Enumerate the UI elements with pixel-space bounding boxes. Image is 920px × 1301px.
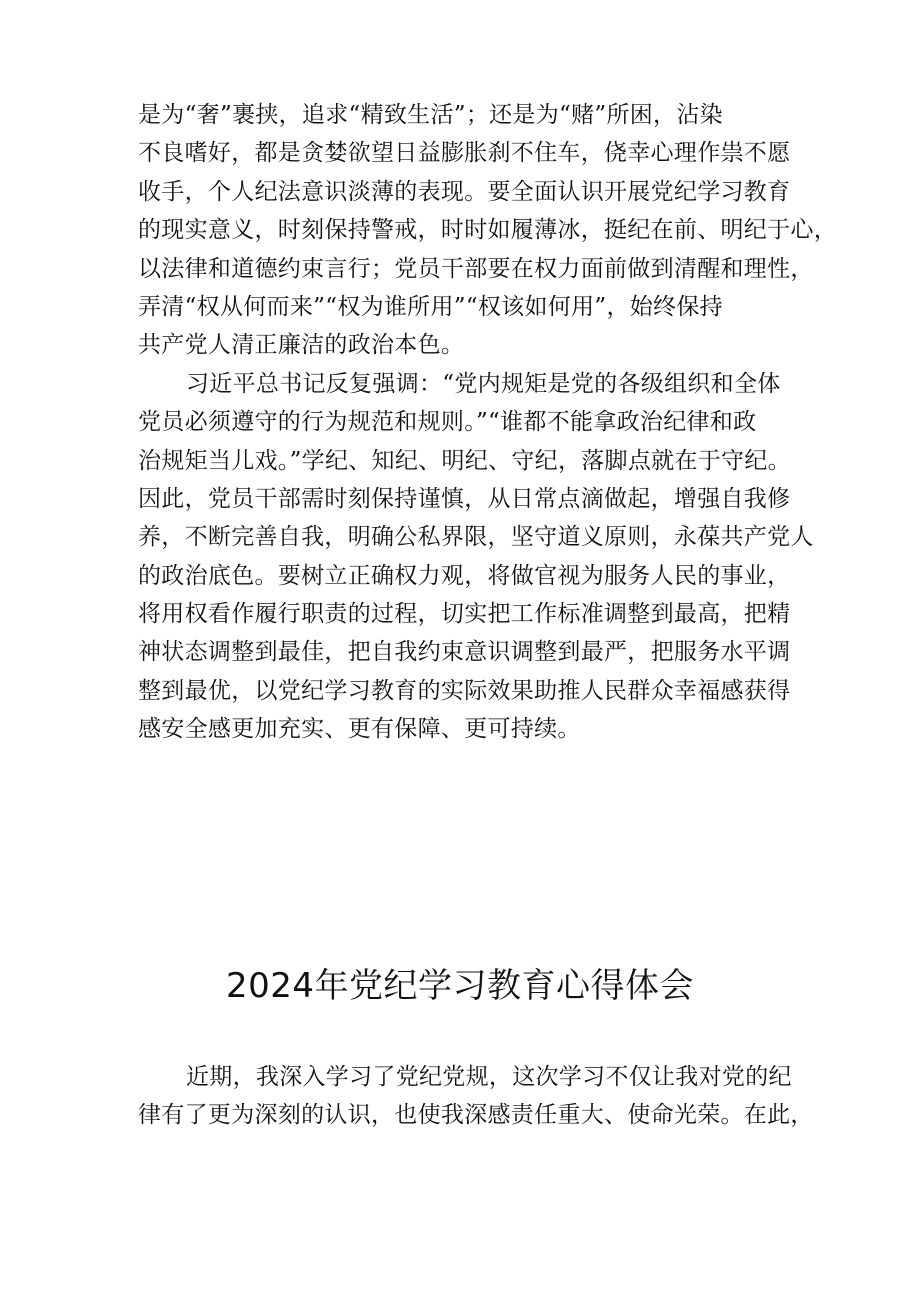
text-line: 感安全感更加充实、更有保障、更可持续。 bbox=[138, 716, 581, 743]
section-1-body bbox=[138, 96, 837, 749]
text-line: 因此，党员干部需时刻保持谨慎，从日常点滴做起，增强自我修 bbox=[138, 485, 791, 512]
section-2-body bbox=[138, 1058, 814, 1135]
text-line: 养，不断完善自我，明确公私界限，坚守道义原则，永葆共产党人 bbox=[138, 524, 814, 551]
text-line: 共产党人清正廉洁的政治本色。 bbox=[138, 332, 465, 359]
text-line: 神状态调整到最佳，把自我约束意识调整到最严，把服务水平调 bbox=[138, 639, 791, 666]
text-line: 治规矩当儿戏。”学纪、知纪、明纪、守纪，落脚点就在于守纪。 bbox=[138, 447, 791, 474]
text-line: 整到最优，以党纪学习教育的实际效果助推人民群众幸福感获得 bbox=[138, 677, 791, 704]
text-line: 的政治底色。要树立正确权力观，将做官视为服务人民的事业， bbox=[138, 562, 791, 589]
paragraph-2 bbox=[138, 365, 814, 749]
text-line: 以法律和道德约束言行；党员干部要在权力面前做到清醒和理性， bbox=[138, 255, 814, 282]
text-line: 不良嗜好，都是贪婪欲望日益膨胀刹不住车，侥幸心理作祟不愿 bbox=[138, 140, 791, 167]
paragraph-1 bbox=[138, 96, 837, 365]
text-line: 收手，个人纪法意识淡薄的表现。要全面认识开展党纪学习教育 bbox=[138, 178, 791, 205]
text-line: 将用权看作履行职责的过程，切实把工作标准调整到最高，把精 bbox=[138, 601, 791, 628]
text-line: 弄清“权从何而来”“权为谁所用”“权该如何用”，始终保持 bbox=[138, 293, 723, 320]
text-line: 习近平总书记反复强调：“党内规矩是党的各级组织和全体 bbox=[186, 370, 781, 397]
paragraph-3 bbox=[138, 1058, 814, 1135]
text-line: 党员必须遵守的行为规范和规则。”“谁都不能拿政治纪律和政 bbox=[138, 409, 757, 436]
document-title: 2024年党纪学习教育心得体会 bbox=[225, 966, 695, 1006]
text-line: 律有了更为深刻的认识，也使我深感责任重大、使命光荣。在此， bbox=[138, 1102, 814, 1129]
text-line: 是为“奢”裹挟，追求“精致生活”；还是为“赌”所困，沾染 bbox=[138, 102, 723, 128]
text-line: 的现实意义，时刻保持警戒，时时如履薄冰，挺纪在前、明纪于心， bbox=[138, 217, 837, 244]
text-line: 近期，我深入学习了党纪党规，这次学习不仅让我对党的纪 bbox=[186, 1064, 792, 1090]
